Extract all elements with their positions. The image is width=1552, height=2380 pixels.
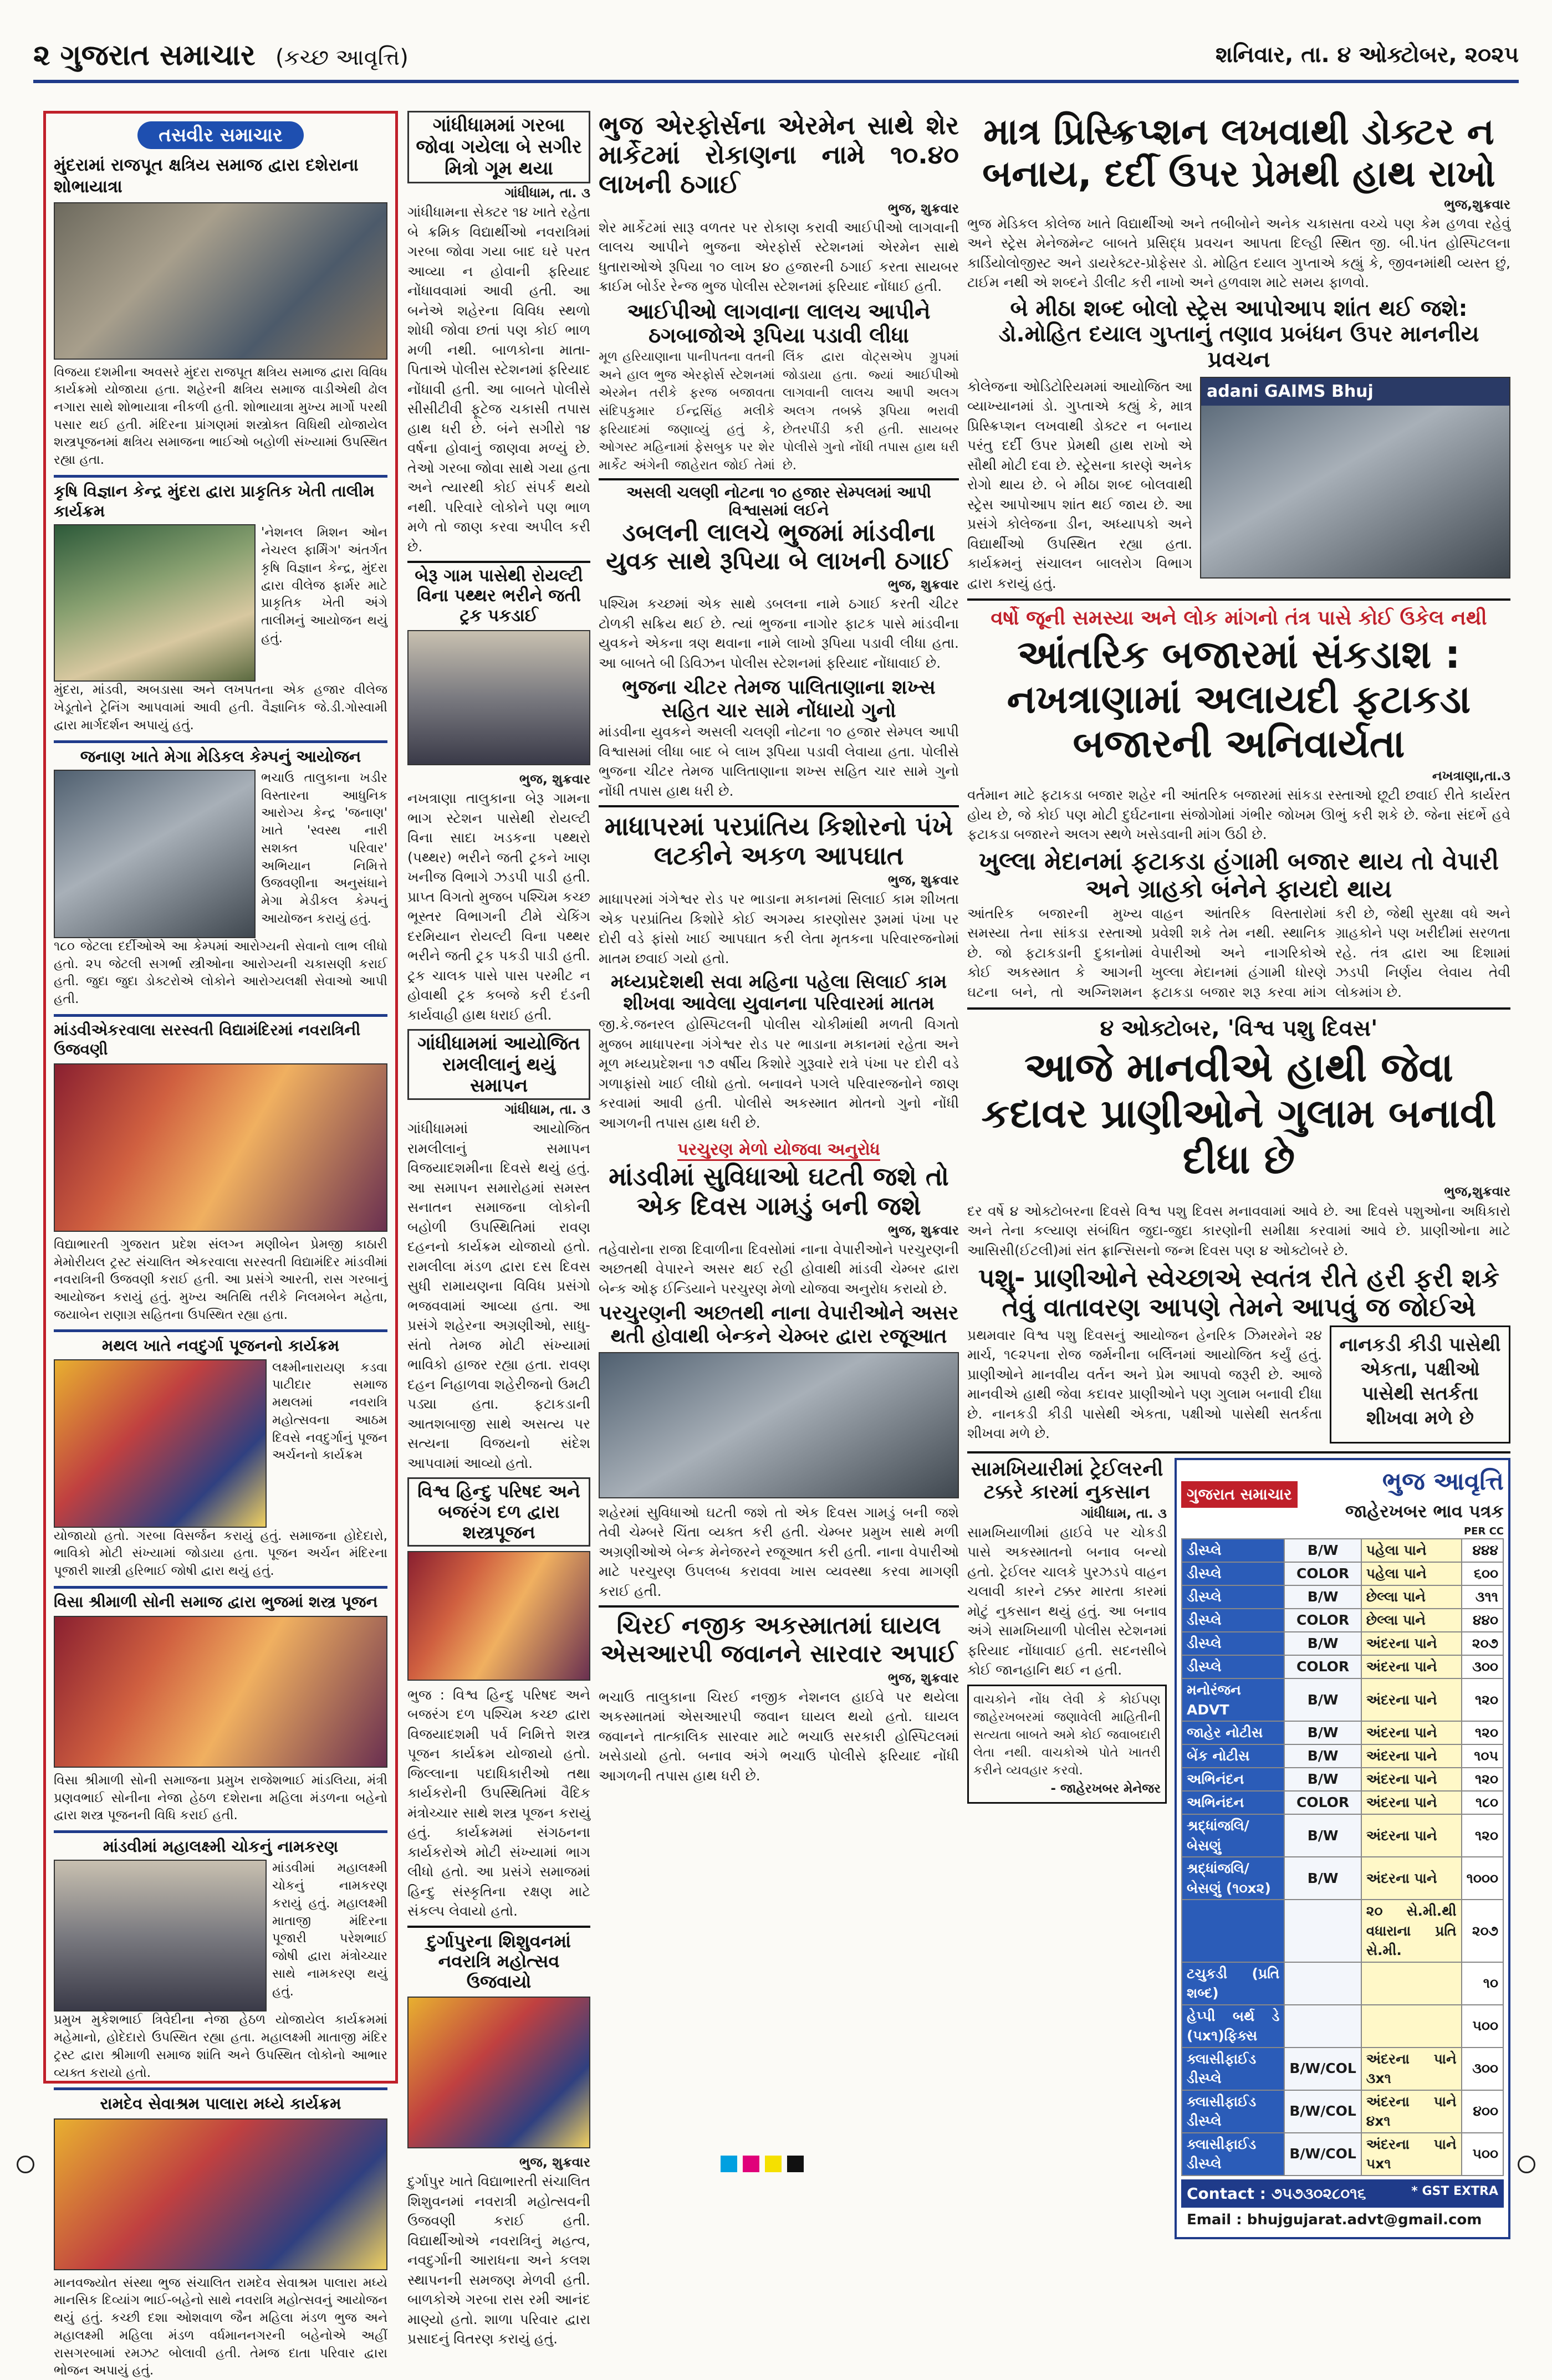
- rate-value: ૧૨૦: [1462, 1768, 1503, 1791]
- rate-page: અંદરના પાને ૫x૧: [1361, 2133, 1462, 2176]
- rate-page: અંદરના પાને: [1361, 1857, 1462, 1900]
- rate-row: [1182, 1814, 1503, 1857]
- kicker-headline: અસલી ચલણી નોટના ૧૦ હજાર સેમ્પલમાં આપી વિશ્વાસમાં લઈને: [599, 478, 959, 519]
- rate-page: અંદરના પાને ૩x૧: [1361, 2048, 1462, 2090]
- article-text: કોલેજના ઓડિટોરિયમમાં આયોજિત આ વ્યાખ્યાનમાં ડો. ગુપ્તાએ કહ્યું કે, માત્ર પ્રિસ્ક્રિપ્શન લખવાથી ડોક્ટર ન બનાય પરંતુ દર્દી ઉપર પ્રેમથી હાથ રાખો એ સૌથી મોટી દવા છે. સ્ટ્રેસના કારણે અનેક રોગો થાય છે. બે મીઠા શબ્દ બોલવાથી સ્ટ્રેસ આપોઆપ શાંત થઈ જાય છે. આ પ્રસંગે કોલેજના ડીન, અધ્યાપકો અને વિદ્યાર્થીઓ ઉપસ્થિત રહ્યા હતા. કાર્યક્રમનું સંચાલન બાલરોગ વિભાગ દ્વારા કરાયું હતું.: [967, 378, 1192, 591]
- rate-name: ડીસ્પ્લે: [1182, 1655, 1284, 1678]
- rate-page: અંદરના પાને: [1361, 1744, 1462, 1768]
- rate-mode: B/W: [1284, 1721, 1361, 1744]
- lead-photo: [1200, 377, 1510, 579]
- article-text: માધાપરમાં ગંગેશ્વર રોડ પર ભાડાના મકાનમાં સિલાઈ કામ શીખતા એક પરપ્રાંતિય કિશોરે કોઈ અગમ્ય કારણોસર રૂમમાં પંખા પર દોરી વડે ફાંસો ખાઈ આપઘાત કરી લેતા મૃતકના પરિવારજનોમાં માતમ છવાઈ ગયો હતો.: [599, 891, 959, 966]
- article-text: ભચાઉ તાલુકાના ચિરઈ નજીક નેશનલ હાઈવે પર થયેલા અકસ્માતમાં એસઆરપી જવાન ઘાયલ થયો હતો. ઘાયલ જવાનને તાત્કાલિક સારવાર માટે ભચાઉ સરકારી હોસ્પિટલમાં ખસેડાયો હતો. બનાવ અંગે ભચાઉ પોલીસે ફરિયાદ નોંધી આગળની તપાસ હાથ ધરી છે.: [599, 1688, 959, 1784]
- sub-headline: પરચુરણની અછતથી નાના વેપારીઓને અસર થતી હોવાથી બેન્કને ચેમ્બર દ્વારા રજૂઆત: [599, 1302, 959, 1348]
- article-headline: ગાંધીધામમાં આયોજિત રામલીલાનું થયું સમાપન: [407, 1029, 590, 1100]
- rate-value: ૨૦૭: [1462, 1632, 1503, 1655]
- registration-mark: [17, 2156, 34, 2173]
- story-photo: [54, 524, 256, 682]
- rate-row: [1182, 1632, 1503, 1655]
- rate-mode: B/W: [1284, 1744, 1361, 1768]
- rate-row: [1182, 1562, 1503, 1585]
- rate-mode: [1284, 1962, 1361, 2005]
- rate-mode: B/W/COL: [1284, 2090, 1361, 2133]
- story-photo: [54, 2118, 387, 2270]
- rate-mode: B/W: [1284, 1632, 1361, 1655]
- story-side-text: માંડવીમાં મહાલક્ષ્મી ચોકનું નામકરણ કરાયું હતું. મહાલક્ષ્મી માતાજી મંદિરના પૂજારી પરેશભાઈ જોષી દ્વારા મંત્રોચ્ચાર સાથે નામકરણ થયું હતું.: [272, 1861, 387, 1999]
- rate-page: અંદરના પાને: [1361, 1655, 1462, 1678]
- rate-name: ક્લાસીફાઈડ ડીસ્પ્લે: [1182, 2090, 1284, 2133]
- article-byline: ભુજ,શુક્રવાર: [1444, 196, 1510, 212]
- article-text: સામખિયાળીમાં હાઈવે પર ચોકડી પાસે અકસ્માતનો બનાવ બન્યો હતો. ટ્રેઈલર ચાલકે પુરઝડપે વાહન ચલાવી કારને ટક્કર મારતા કારમાં મોટું નુકસાન થયું હતું. આ બનાવ અંગે સામખિયાળી પોલીસ સ્ટેશનમાં ફરિયાદ નોંધાવાઈ હતી. સદનસીબે કોઈ જાનહાનિ થઈ ન હતી.: [967, 1524, 1167, 1678]
- article-photo: [599, 1352, 959, 1498]
- article-byline: ભુજ, શુક્રવાર: [519, 2154, 590, 2171]
- story-title: માંડવીમાં મહાલક્ષ્મી ચોકનું નામકરણ: [54, 1830, 387, 1856]
- rate-value: ૬૦૦: [1462, 1562, 1503, 1585]
- rate-value: ૨૦૭: [1462, 1900, 1503, 1962]
- picture-news-column: [43, 111, 398, 2378]
- article-text: પશ્ચિમ કચ્છમાં એક સાથે ડબલના નામે ઠગાઈ કરતી ચીટર ટોળકી સક્રિય થઈ છે. ત્યાં ભુજના નાગોર ફાટક પાસે માંડવીના યુવકને એકના ત્રણ થવાના નામે લાખો રૂપિયા પડાવી લીધા હતા. આ બાબતે બી ડિવિઝન પોલીસ સ્ટેશનમાં ફરિયાદ નોંધાવાઈ છે.: [599, 596, 959, 671]
- rate-value: ૩૧૧: [1462, 1585, 1503, 1609]
- rate-page: છેલ્લા પાને: [1361, 1609, 1462, 1632]
- article-text: દુર્ગાપુર ખાતે વિદ્યાભારતી સંચાલિત શિશુવનમાં નવરાત્રી મહોત્સવની ઉજવણી કરાઈ હતી. વિદ્યાર્થીઓએ નવરાત્રિનું મહત્વ, નવદુર્ગાની આરાધના અને કલશ સ્થાપનની સમજણ મેળવી હતી. બાળકોએ ગરબા રાસ રમી આનંદ માણ્યો હતો. શાળા પરિવાર દ્વારા પ્રસાદનું વિતરણ કરાયું હતું.: [407, 2173, 590, 2347]
- yellow-swatch: [765, 2156, 782, 2172]
- rate-mode: B/W: [1284, 1539, 1361, 1562]
- article-photo: [407, 1551, 590, 1681]
- rate-page: [1361, 1962, 1462, 2005]
- article-headline: દુર્ગાપુરના શિશુવનમાં નવરાત્રિ મહોત્સવ ઉજવાયો: [407, 1926, 590, 1992]
- story-side-text: ભચાઉ તાલુકાના ખડીર વિસ્તારના આધુનિક આરોગ્ય કેન્દ્ર 'જનાણ' ખાતે 'સ્વસ્થ નારી સશક્ત પરિવાર' અભિયાન નિમિત્તે ઉજવણીના અનુસંધાને મેગા મેડીકલ કેમ્પનું આયોજન કરાયું હતું.: [261, 770, 387, 926]
- rate-mode: B/W: [1284, 1585, 1361, 1609]
- rate-row: [1182, 1768, 1503, 1791]
- kicker-banner: [599, 1138, 959, 1162]
- rate-value: ૧૦૦૦: [1462, 1857, 1503, 1900]
- contact-bar: [1181, 2179, 1504, 2208]
- story-body: [54, 1359, 387, 1528]
- article-headline: માધાપરમાં પરપ્રાંતિય કિશોરનો પંખે લટકીને અકળ આપઘાત: [599, 805, 959, 871]
- sub-headline: આઈપીઓ લાગવાના લાલચ આપીને ઠગબાજોએ રૂપિયા પડાવી લીધા: [627, 299, 931, 348]
- rate-name: અભિનંદન: [1182, 1791, 1284, 1814]
- ad-rate-card: [1175, 1458, 1510, 2240]
- rate-mode: B/W: [1284, 1857, 1361, 1900]
- bottom-section: [967, 1451, 1510, 2240]
- news-column-4: [967, 110, 1510, 2229]
- rate-mode: COLOR: [1284, 1791, 1361, 1814]
- rate-value: ૩૦૦: [1462, 1655, 1503, 1678]
- rate-name: શ્રદ્ધાંજલિ/બેસણું: [1182, 1814, 1284, 1857]
- article-byline: ભુજ,શુક્રવાર: [1444, 1184, 1510, 1200]
- rate-row: [1182, 1791, 1503, 1814]
- rate-mode: COLOR: [1284, 1609, 1361, 1632]
- rate-row: [1182, 1539, 1503, 1562]
- rate-page: પહેલા પાને: [1361, 1539, 1462, 1562]
- story-text: માનવજ્યોત સંસ્થા ભુજ સંચાલિત રામદેવ સેવાશ્રમ પાલારા મધ્યે માનસિક દિવ્યાંગ ભાઈ-બહેનો સાથે નવરાત્રિ મહોત્સવનું આયોજન થયું હતું. કચ્છી દશા ઓશવાળ જૈન મહિલા મંડળ ભુજ અને મહાલક્ષ્મી મહિલા મંડળ વર્ધમાનનગરની બહેનોએ અહીં રાસગરબામાં રમઝટ બોલાવી હતી. તેમજ દાતા પરિવાર દ્વારા ભોજન અપાયું હતું.: [54, 2275, 387, 2378]
- article-photo: [407, 1997, 590, 2148]
- paper-title: ૨ ગુજરાત સમાચાર: [33, 39, 256, 72]
- picture-news-badge: તસવીર સમાચાર: [137, 121, 304, 149]
- rate-name: ક્લાસીફાઈડ ડીસ્પ્લે: [1182, 2133, 1284, 2176]
- kicker-banner: [967, 598, 1510, 632]
- article-headline: વિશ્વ હિન્દુ પરિષદ અને બજરંગ દળ દ્વારા શસ્ત્રપૂજન: [407, 1477, 590, 1546]
- rate-card-title: ભુજ આવૃત્તિ: [1382, 1467, 1504, 1496]
- lead-headline: માત્ર પ્રિસ્ક્રિપ્શન લખવાથી ડોક્ટર ન બનાય, દર્દી ઉપર પ્રેમથી હાથ રાખો: [982, 110, 1495, 195]
- rate-row: [1182, 1678, 1503, 1721]
- ad-disclaimer: [967, 1685, 1167, 1804]
- rate-value: ૪૪૦: [1462, 1609, 1503, 1632]
- rate-row: [1182, 1962, 1503, 2005]
- story-title: વિસા શ્રીમાળી સોની સમાજ દ્વારા ભુજમાં શસ્ત્ર પૂજન: [54, 1586, 387, 1611]
- rate-page: અંદરના પાને: [1361, 1632, 1462, 1655]
- rate-row: [1182, 2133, 1503, 2176]
- rate-name: બેંક નોટીસ: [1182, 1744, 1284, 1768]
- story-text: વિદ્યાભારતી ગુજરાત પ્રદેશ સંલગ્ન મણીબેન પ્રેમજી કાઠારી મેમોરીયલ ટ્રસ્ટ સંચાલિત એકરવાલા સરસ્વતી વિદ્યામંદિર માંડવીમાં નવરાત્રિની ઉજવણી કરાઈ હતી. આ પ્રસંગે આરતી, રાસ ગરબાનું આયોજન કરાયું હતું. મુખ્ય અતિથિ તરીકે નિલમબેન મહેતા, જયાબેન રાણાગ્ર સહિતના ઉપસ્થિત રહ્યા હતા.: [54, 1237, 387, 1322]
- rate-mode: B/W: [1284, 1814, 1361, 1857]
- article-text: વર્તમાન માટે ફટાકડા બજાર શહેર ની આંતરિક બજારમાં સાંકડા રસ્તાઓ છૂટી છવાઈ રીતે કાર્યરત હોય છે, જે કોઈ પણ મોટી દુર્ઘટનાના સંજોગોમાં ગંભીર જોખમ ઊભું કરી શકે છે. જેના સંદર્ભે હવે ફટાકડા બજારને અલગ સ્થળે ખસેડવાની માંગ ઉઠી છે.: [967, 787, 1510, 843]
- rate-page: પહેલા પાને: [1361, 1562, 1462, 1585]
- article-headline: બેરૂ ગામ પાસેથી રોયલ્ટી વિના પથ્થર ભરીને જતી ટ્રક પકડાઈ: [407, 561, 590, 626]
- rate-mode: B/W: [1284, 1768, 1361, 1791]
- article-byline: નખત્રાણા,તા.૩: [1432, 767, 1510, 784]
- rate-name: ક્લાસીફાઈડ ડીસ્પ્લે: [1182, 2048, 1284, 2090]
- rate-row: [1182, 1609, 1503, 1632]
- article-text: નખત્રાણા તાલુકાના બેરૂ ગામના ભાગ સ્ટેશન પાસેથી રોયલ્ટી વિના સાદા ખડકના પથ્થરો (પથ્થર) ભરીને જતી ટ્રકને ખાણ ખનીજ વિભાગે ઝડપી પાડી હતી. પ્રાપ્ત વિગતો મુજબ પશ્ચિમ કચ્છ ભૂસ્તર વિભાગની ટીમે ચેકિંગ દરમિયાન રોયલ્ટી વિના પથ્થર ભરીને જતી ટ્રક પકડી પાડી હતી. ટ્રક ચાલક પાસે પાસ પરમીટ ન હોવાથી ટ્રક કબજે કરી દંડની કાર્યવાહી હાથ ધરાઈ હતી.: [407, 790, 590, 1023]
- rate-row: [1182, 1585, 1503, 1609]
- per-cc-label: PER CC: [1463, 1525, 1504, 1537]
- rate-value: ૫૦૦: [1462, 2005, 1503, 2048]
- article-byline: ભુજ, શુક્રવાર: [887, 1222, 959, 1238]
- article-headline: આંતરિક બજારમાં સંકડાશ : નખત્રાણામાં અલાયદી ફટાકડા બજારની અનિવાર્યતા: [1007, 632, 1471, 767]
- rate-name: અભિનંદન: [1182, 1768, 1284, 1791]
- registration-mark: [1518, 2156, 1535, 2173]
- kicker-text: ૪ ઓક્ટોબર, 'વિશ્વ પશુ દિવસ': [1100, 1016, 1378, 1042]
- issue-date: શનિવાર, તા. ૪ ઓક્ટોબર, ૨૦૨૫: [1216, 42, 1519, 68]
- rate-row: [1182, 1857, 1503, 1900]
- story-title: કૃષિ વિજ્ઞાન કેન્દ્ર મુંદરા દ્વારા પ્રાકૃતિક ખેતી તાલીમ કાર્યક્રમ: [54, 475, 387, 521]
- story-text: વિસા શ્રીમાળી સોની સમાજના પ્રમુખ રાજેશભાઈ માંડલિયા, મંત્રી પ્રણવભાઈ સોનીના નેજા હેઠળ દશેરાના મહિલા મંડળના બહેનો દ્વારા શસ્ત્ર પૂજનની વિધિ કરાઈ હતી.: [54, 1773, 387, 1823]
- rate-value: ૪૪૪: [1462, 1539, 1503, 1562]
- article-headline: માંડવીમાં સુવિધાઓ ઘટતી જશે તો એક દિવસ ગામડું બની જશે: [609, 1161, 949, 1221]
- rate-name: ટચુકડી (પ્રતિ શબ્દ): [1182, 1962, 1284, 2005]
- article-byline: ભુજ, શુક્રવાર: [519, 771, 590, 787]
- rate-value: ૩૦૦: [1462, 2048, 1503, 2090]
- lead-headline: ભુજ એરફોર્સના એરમેન સાથે શેર માર્કેટમાં રોકાણના નામે ૧૦.૪૦ લાખની ઠગાઈ: [599, 110, 959, 199]
- rate-page: અંદરના પાને: [1361, 1678, 1462, 1721]
- story-photo: [54, 1359, 267, 1528]
- story-side-text: લક્ષ્મીનારાયણ કડવા પાટીદાર સમાજ મથલમાં નવરાત્રિ મહોત્સવના આઠમ દિવસે નવદુર્ગાનું પૂજન અર્ચનનો કાર્યક્રમ: [272, 1360, 387, 1463]
- story-title: રામદેવ સેવાશ્રમ પાલારા મધ્યે કાર્યક્રમ: [54, 2087, 387, 2113]
- rate-card-titles: [1345, 1465, 1504, 1524]
- rate-row: [1182, 1721, 1503, 1744]
- gst-note: * GST EXTRA: [1411, 2184, 1498, 2198]
- article-byline: ભુજ, શુક્રવાર: [887, 872, 959, 888]
- rate-card-subtitle: જાહેરખબર ભાવ પત્રક: [1345, 1501, 1504, 1522]
- story-body: [54, 1860, 387, 2012]
- article-text: તહેવારોના રાજા દિવાળીના દિવસોમાં નાના વેપારીઓને પરચુરણની અછતથી વેપારને અસર થઈ રહી હોવાથી માંડવી ચેમ્બર દ્વારા બેન્ક ઓફ ઈન્ડિયાને પરચુરણ મેળો યોજવા અનુરોધ કરાયો છે.: [599, 1241, 959, 1297]
- rate-name: ડીસ્પ્લે: [1182, 1632, 1284, 1655]
- news-column-3: [599, 111, 959, 2084]
- article-text: શહેરમાં સુવિધાઓ ઘટતી જશે તો એક દિવસ ગામડું બની જશે તેવી ચેમ્બરે ચિંતા વ્યક્ત કરી હતી. ચેમ્બર પ્રમુખ સાથે મળી અગ્રણીઓએ બેન્ક મેનેજરને રજૂઆત કરી હતી. નાના વેપારીઓ માટે પરચુરણ ઉપલબ્ધ કરાવવા ખાસ વ્યવસ્થા કરવા માગણી કરાઈ હતી.: [599, 1504, 959, 1599]
- contact-label: Contact :: [1187, 2184, 1266, 2203]
- story-text: વિજયા દશમીના અવસરે મુંદરા રાજપૂત ક્ષત્રિય સમાજ દ્વારા વિવિધ કાર્યક્રમો યોજાયા હતા. શહેરની ક્ષત્રિય સમાજ વાડીએથી ઢોલ નગારા સાથે શોભાયાત્રા નીકળી હતી. શોભાયાત્રા મુખ્ય માર્ગો પરથી પસાર થઈ હતી. મંદિરના પ્રાંગણમાં શસ્ત્રોક્ત વિધિથી યોજાયેલ શસ્ત્રપૂજનમાં ક્ષત્રિય સમાજના ભાઈઓ બહોળી સંખ્યામાં ઉપસ્થિત રહ્યા હતા.: [54, 365, 387, 468]
- contact-phone[interactable]: ૭૫૭૩૦૨૮૦૧૬: [1271, 2184, 1366, 2203]
- article-byline: ગાંધીધામ, તા. ૩: [504, 1102, 590, 1118]
- cyan-swatch: [721, 2156, 737, 2172]
- rate-table: [1181, 1538, 1504, 2176]
- rate-card-header: [1181, 1465, 1504, 1524]
- rate-value: ૫૦૦: [1462, 2133, 1503, 2176]
- article-text: શેર માર્કેટમાં સારૂ વળતર પર રોકાણ કરાવી આઈપીઓ લાગવાની લાલચ આપીને ભુજના એરફોર્સ સ્ટેશનમાં એરમેન સાથે ધુતારાઓએ રૂપિયા ૧૦ લાખ ૪૦ હજારની ઠગાઈ કરતા સાયબર ક્રાઈમ બોર્ડર રેન્જ ભુજ પોલીસ સ્ટેશનમાં ફરિયાદ નોંધાઈ હતી.: [599, 219, 959, 295]
- rate-value: ૧૨૦: [1462, 1678, 1503, 1721]
- rate-name: ડીસ્પ્લે: [1182, 1585, 1284, 1609]
- sub-headline: પશુ- પ્રાણીઓને સ્વેચ્છાએ સ્વતંત્ર રીતે હરી ફરી શકે તેવું વાતાવરણ આપણે તેમને આપવું જ જોઈએ: [978, 1263, 1500, 1322]
- rate-page: અંદરના પાને: [1361, 1814, 1462, 1857]
- rate-row: [1182, 2048, 1503, 2090]
- kicker-text: વર્ષો જૂની સમસ્યા અને લોક માંગનો તંત્ર પાસે કોઈ ઉકેલ નથી: [991, 607, 1487, 630]
- email-address[interactable]: bhujgujarat.advt@gmail.com: [1247, 2212, 1482, 2229]
- article-headline: આજે માનવીએ હાથી જેવા કદાવર પ્રાણીઓને ગુલામ બનાવી દીધા છે: [981, 1044, 1497, 1183]
- black-swatch: [787, 2156, 804, 2172]
- rate-value: ૧૦: [1462, 1962, 1503, 2005]
- rate-mode: B/W: [1284, 1678, 1361, 1721]
- article-text: પ્રથમવાર વિશ્વ પશુ દિવસનું આયોજન હેનરિક ઝિમરમેને ૨૪ માર્ચ, ૧૯૨૫ના રોજ જર્મનીના બર્લિનમાં આયોજિત કર્યું હતું. પ્રાણીઓને માનવીય વર્તન અને પ્રેમ આપવો જરૂરી છે. આજે માનવીએ હાથી જેવા કદાવર પ્રાણીઓને પણ ગુલામ બનાવી દીધા છે. નાનકડી કીડી પાસેથી એકતા, પક્ષીઓ પાસેથી સતર્કતા શીખવા મળે છે.: [967, 1327, 1322, 1442]
- rate-name: ડીસ્પ્લે: [1182, 1539, 1284, 1562]
- article-headline: ચિરઈ નજીક અકસ્માતમાં ઘાયલ એસઆરપી જવાનને સારવાર અપાઈ: [599, 1605, 959, 1668]
- rate-row: [1182, 1655, 1503, 1678]
- sub-headline: મધ્યપ્રદેશથી સવા મહિના પહેલા સિલાઈ કામ શીખવા આવેલા યુવાનના પરિવારમાં માતમ: [610, 971, 947, 1015]
- rate-mode: [1284, 1900, 1361, 1962]
- story-photo: [54, 1616, 387, 1768]
- rate-name: શ્રદ્ધાંજલિ/બેસણું (૧૦x૨): [1182, 1857, 1284, 1900]
- article-text: માંડવીના યુવકને અસલી ચલણી નોટના ૧૦ હજાર સેમ્પલ આપી વિશ્વાસમાં લીધા બાદ બે લાખ રૂપિયા પડાવી લેવાયા હતા. પોલીસે ભુજના ચીટર તેમજ પાલિતાણાના શખ્સ સહિત ચાર સામે ગુનો નોંધી તપાસ હાથ ધરી છે.: [599, 724, 959, 799]
- rate-name: ડીસ્પ્લે: [1182, 1609, 1284, 1632]
- story-text: પ્રમુખ મુકેશભાઈ ત્રિવેદીના નેજા હેઠળ યોજાયેલ કાર્યક્રમમાં મહેમાનો, હોદેદારો ઉપસ્થિત રહ્યા હતા. મહાલક્ષ્મી માતાજી મંદિર ટ્રસ્ટ દ્વારા શ્રીમાળી સમાજ શાંતિ અને ઉપસ્થિત લોકોનો આભાર વ્યક્ત કરાયો હતો.: [54, 2013, 387, 2080]
- kicker-banner: [967, 1007, 1510, 1045]
- rate-mode: B/W/COL: [1284, 2048, 1361, 2090]
- article-headline: ડબલની લાલચે ભુજમાં માંડવીના યુવક સાથે રૂપિયા બે લાખની ઠગાઈ: [606, 519, 952, 575]
- animal-day-body: [967, 1325, 1510, 1444]
- email-bar: [1181, 2208, 1504, 2233]
- rate-mode: COLOR: [1284, 1655, 1361, 1678]
- email-label: Email :: [1187, 2212, 1242, 2229]
- magenta-swatch: [743, 2156, 759, 2172]
- rate-value: ૪૦૦: [1462, 2090, 1503, 2133]
- article-text: ગાંધીધામમાં આયોજિત રામલીલાનું સમાપન વિજયાદશમીના દિવસે થયું હતું. આ સમાપન સમારોહમાં સમસ્ત સનાતન સમાજના લોકોની બહોળી ઉપસ્થિતિમાં રાવણ દહનનો કાર્યક્રમ યોજાયો હતો. રામલીલા મંડળ દ્વારા દસ દિવસ સુધી રામાયણના વિવિધ પ્રસંગો ભજવવામાં આવ્યા હતા. આ પ્રસંગે શહેરના અગ્રણીઓ, સાધુ-સંતો તેમજ મોટી સંખ્યામાં ભાવિકો હાજર રહ્યા હતા. રાવણ દહન નિહાળવા શહેરીજનો ઉમટી પડ્યા હતા. ફટાકડાની આતશબાજી સાથે અસત્ય પર સત્યના વિજયનો સંદેશ આપવામાં આવ્યો હતો.: [407, 1120, 590, 1471]
- bottom-left-stories: [967, 1458, 1167, 2240]
- rate-name: જાહેર નોટીસ: [1182, 1721, 1284, 1744]
- article-text: મૂળ હરિયાણાના પાનીપતના વતની અને હાલ ભુજ એરફોર્સ સ્ટેશનમાં એરમેન તરીકે ફરજ બજાવતા સંદિપકુમાર ઈન્દ્રસિંહ મલીકે ફરિયાદમાં જણાવ્યું હતું કે, ઓગસ્ટ મહિનામાં ફેસબુક પર શેર માર્કેટ અંગેની જાહેરાત જોઈ તેમાં લિંક દ્વારા વોટ્સએપ ગ્રુપમાં જોડાયા હતા. જ્યાં આઈપીઓ લાગવાની લાલચ આપી અલગ અલગ તબક્કે રૂપિયા ભરાવી છેતરપીંડી કરી હતી. સાયબર પોલીસે ગુનો નોંધી તપાસ હાથ ધરી છે.: [599, 350, 959, 473]
- story-photo: [54, 1063, 387, 1232]
- rate-mode: B/W/COL: [1284, 2133, 1361, 2176]
- rate-mode: [1284, 2005, 1361, 2048]
- story-body: [54, 524, 387, 682]
- sub-headline: બે મીઠા શબ્દ બોલો સ્ટ્રેસ આપોઆપ શાંત થઈ જશે: ડો.મોહિત દયાલ ગુપ્તાનું તણાવ પ્રબંધન ઉપર માનનીય પ્રવચન: [998, 295, 1479, 372]
- story-title: માંડવીએકરવાલા સરસ્વતી વિદ્યામંદિરમાં નવરાત્રિની ઉજવણી: [54, 1014, 387, 1059]
- page-header: [33, 22, 1519, 83]
- article-text: ભુજ મેડિકલ કોલેજ ખાતે વિદ્યાર્થીઓ અને તબીબોને અનેક ચકાસતા વચ્ચે પણ કેમ હળવા રહેવું અને સ્ટ્રેસ મેનેજમેન્ટ બાબતે પ્રસિદ્ધ પ્રવચન આપતા દિલ્હી સ્થિત જી. બી.પંત હોસ્પિટલના કાર્ડિયોલોજીસ્ટ અને ડાયરેક્ટર-પ્રોફેસર ડો. મોહિત દયાલ ગુપ્તાએ કહ્યું કે, જીવનમાંથી વ્યસ્ત છું, ટાઈમ નથી એ શબ્દને ડીલીટ કરી નાખો અને હળવાશ માટે સમય ફાળવો.: [967, 215, 1510, 291]
- article-text: ભુજ : વિશ્વ હિન્દુ પરિષદ અને બજરંગ દળ પશ્ચિમ કચ્છ દ્વારા વિજયાદશમી પર્વ નિમિત્તે શસ્ત્ર પૂજન કાર્યક્રમ યોજાયો હતો. જિલ્લાના પદાધિકારીઓ તથા કાર્યકરોની ઉપસ્થિતિમાં વૈદિક મંત્રોચ્ચાર સાથે શસ્ત્ર પૂજન કરાયું હતું. કાર્યક્રમમાં સંગઠનના કાર્યકરોએ મોટી સંખ્યામાં ભાગ લીધો હતો. આ પ્રસંગે સમાજમાં હિન્દુ સંસ્કૃતિના રક્ષણ માટે સંકલ્પ લેવાયો હતો.: [407, 1686, 590, 1920]
- article-text: દર વર્ષે ૪ ઓક્ટોબરના દિવસે વિશ્વ પશુ દિવસ મનાવવામાં આવે છે. આ દિવસે પશુઓના અધિકારો અને તેના કલ્યાણ સંબંધિત જુદા-જુદા કારણોની સમીક્ષા કરવામાં આવે છે. પ્રાણીઓના માટે આસિસી(ઈટલી)માં સંત ફ્રાન્સિસનો જન્મ દિવસ પણ ૪ ઓક્ટોબરે છે.: [967, 1202, 1510, 1258]
- article-text: ગાંધીધામના સેક્ટર ૧૪ ખાતે રહેતા બે ક્રમિક વિદ્યાર્થીઓ નવરાત્રિમાં ગરબા જોવા ગયા બાદ ઘરે પરત આવ્યા ન હોવાની ફરિયાદ નોંધાવવામાં આવી હતી. આ બનેએ શહેરના વિવિધ સ્થળો શોધી જોવા છતાં પણ કોઈ ભાળ મળી નથી. બાળકોના માતા-પિતાએ પોલીસ સ્ટેશનમાં ફરિયાદ નોંધાવી હતી. આ બાબતે પોલીસે સીસીટીવી ફૂટેજ ચકાસી તપાસ હાથ ધરી છે. બંને સગીરો ૧૪ વર્ષના હોવાનું જાણવા મળ્યું છે. તેઓ ગરબા જોવા સાથે ગયા હતા અને ત્યારથી કોઈ સંપર્ક થયો નથી. પરિવારે લોકોને પણ ભાળ મળે તો જાણ કરવા અપીલ કરી છે.: [407, 204, 590, 555]
- story-photo: [54, 1860, 267, 2012]
- article-byline: ગાંધીધામ, તા. ૩: [1081, 1505, 1167, 1521]
- rate-row: [1182, 2005, 1503, 2048]
- edition-label: (કચ્છ આવૃત્તિ): [275, 45, 409, 70]
- disclaimer-text: વાચકોને નોંધ લેવી કે કોઈપણ જાહેરખબરમાં જણાવેલી માહિતીની સત્યતા બાબતે અમે કોઈ જવાબદારી લેતા નથી. વાચકોએ પોતે ખાતરી કરીને વ્યવહાર કરવો.: [973, 1692, 1161, 1778]
- rate-value: ૧૨૦: [1462, 1814, 1503, 1857]
- kicker-text: પરચુરણ મેળો યોજવા અનુરોધ: [677, 1140, 880, 1161]
- rate-row: [1182, 2090, 1503, 2133]
- rate-page: અંદરના પાને: [1361, 1791, 1462, 1814]
- story-side-text: 'નેશનલ મિશન ઓન નેચરલ ફાર્મિંગ' અંતર્ગત કૃષિ વિજ્ઞાન કેન્દ્ર, મુંદરા દ્વારા વીલેજ ફાર્મર માટે પ્રાકૃતિક ખેતી અંગે તાલીમનું આયોજન થયું હતું.: [261, 525, 387, 646]
- disclaimer-sign: - જાહેરખબર મેનેજર: [1050, 1781, 1161, 1796]
- rate-name: [1182, 1900, 1284, 1962]
- story-photo: [54, 202, 387, 360]
- story-text: યોજાયો હતો. ગરબા વિસર્જન કરાયું હતું. સમાજના હોદેદારો, ભાવિકો મોટી સંખ્યામાં જોડાયા હતા. પૂજન અર્ચન મંદિરના પૂજારી શાસ્ત્રી હરિભાઈ જોષી દ્વારા થયું હતું.: [54, 1528, 387, 1579]
- rate-mode: COLOR: [1284, 1562, 1361, 1585]
- story-title: મુંદરામાં રાજપૂત ક્ષત્રિય સમાજ દ્વારા દશેરાના શોભાયાત્રા: [54, 155, 359, 197]
- lead-photo-block: [1200, 377, 1510, 593]
- rate-row: [1182, 1744, 1503, 1768]
- story-title: મથલ ખાતે નવદુર્ગા પૂજનનો કાર્યક્રમ: [54, 1329, 387, 1355]
- story-body: [54, 770, 387, 938]
- article-headline: ગાંધીધામમાં ગરબા જોવા ગયેલા બે સગીર મિત્રો ગૂમ થયા: [407, 111, 590, 183]
- article-byline: ભુજ, શુક્રવાર: [887, 200, 959, 216]
- article-byline: ભુજ, શુક્રવાર: [887, 577, 959, 593]
- rate-page: છેલ્લા પાને: [1361, 1585, 1462, 1609]
- article-byline: ભુજ, શુક્રવાર: [887, 1670, 959, 1686]
- rate-page: અંદરના પાને: [1361, 1721, 1462, 1744]
- rate-value: ૧૮૦: [1462, 1791, 1503, 1814]
- article-photo: [407, 630, 590, 765]
- rate-card-brand: ગુજરાત સમાચાર: [1181, 1481, 1298, 1508]
- pull-quote: નાનકડી કીડી પાસેથી એકતા, પક્ષીઓ પાસેથી સતર્કતા શીખવા મળે છે: [1330, 1325, 1510, 1444]
- rate-row: [1182, 1900, 1503, 1962]
- sub-headline: ભુજના ચીટર તેમજ પાલિતાણાના શખ્સ સહિત ચાર સામે નોંધાયો ગુનો: [622, 676, 936, 722]
- story-text: મુંદરા, માંડવી, અબડાસા અને લખપતના એક હજાર વીલેજ ખેડૂતોને ટ્રેનિંગ આપવામાં આવી હતી. વૈજ્ઞાનિક જે.ડી.ગોસ્વામી દ્વારા માર્ગદર્શન અપાયું હતું.: [54, 683, 387, 733]
- lead-story-body: [967, 377, 1510, 593]
- article-headline: સામખિયારીમાં ટ્રેઈલરની ટક્કરે કારમાં નુકસાન: [971, 1457, 1163, 1504]
- story-photo: [54, 770, 256, 938]
- rate-page: [1361, 2005, 1462, 2048]
- rate-value: ૧૦૫: [1462, 1744, 1503, 1768]
- news-column-2: [407, 111, 590, 2347]
- photo-banner-text: adani GAIMS Bhuj: [1201, 378, 1509, 406]
- article-text: જી.કે.જનરલ હોસ્પિટલની પોલીસ ચોકીમાંથી મળતી વિગતો મુજબ માધાપરના ગંગેશ્વર રોડ પર ભાડાના મકાનમાં રહેતા અને મૂળ મધ્યપ્રદેશના ૧૭ વર્ષીય કિશોરે ગુરૂવારે રાત્રે પંખા પર દોરી વડે ગળાફાંસો ખાઈ લીધો હતો. બનાવને પગલે પરિવારજનોને જાણ કરવામાં આવી હતી. પોલીસે અકસ્માત મોતનો ગુનો નોંધી આગળની તપાસ હાથ ધરી છે.: [599, 1016, 959, 1131]
- sub-headline: ખુલ્લા મેદાનમાં ફટાકડા હંગામી બજાર થાય તો વેપારી અને ગ્રાહકો બંનેને ફાયદો થાય: [978, 847, 1499, 904]
- rate-name: ડીસ્પ્લે: [1182, 1562, 1284, 1585]
- story-title: જનાણ ખાતે મેગા મેડિકલ કેમ્પનું આયોજન: [54, 740, 387, 766]
- masthead: [33, 39, 409, 73]
- rate-value: ૧૨૦: [1462, 1721, 1503, 1744]
- story-text: ૧૮૦ જેટલા દર્દીઓએ આ કેમ્પમાં આરોગ્યની સેવાનો લાભ લીધો હતો. ૨૫ જેટલી સગર્ભા સ્ત્રીઓના આરોગ્યની ચકાસણી કરાઈ હતી. જુદા જુદા ડોક્ટરોએ લોકોને આરોગ્યલક્ષી સેવાઓ આપી હતી.: [54, 939, 387, 1007]
- rate-name: હેપ્પી બર્થ ડે (૫x૧)ફિક્સ: [1182, 2005, 1284, 2048]
- rate-name: મનોરંજન ADVT: [1182, 1678, 1284, 1721]
- rate-page: અંદરના પાને: [1361, 1768, 1462, 1791]
- rate-page: અંદરના પાને ૪x૧: [1361, 2090, 1462, 2133]
- rate-page: ૨૦ સે.મી.થી વધારાના પ્રતિ સે.મી.: [1361, 1900, 1462, 1962]
- article-byline: ગાંધીધામ, તા. ૩: [504, 185, 590, 201]
- article-text: આંતરિક બજારની મુખ્ય સમસ્યા તેના સાંકડા રસ્તાઓ છે. જો ફટાકડાની દુકાનોમાં કોઈ અકસ્માત કે આગની ઘટના બને, તો અગ્નિશમન વાહન આંતરિક વિસ્તારોમાં પ્રવેશી શકે તેમ નથી. સ્થાનિક વેપારીઓ અને નાગરિકોએ ખુલ્લા મેદાનમાં હંગામી ધોરણે ફટાકડા બજાર શરૂ કરવા માંગ કરી છે, જેથી સુરક્ષા વધે અને ગ્રાહકોને પણ ખરીદીમાં સરળતા રહે. તંત્ર દ્વારા આ દિશામાં ઝડપી નિર્ણય લેવાય તેવી લોકમાંગ છે.: [967, 905, 1510, 1000]
